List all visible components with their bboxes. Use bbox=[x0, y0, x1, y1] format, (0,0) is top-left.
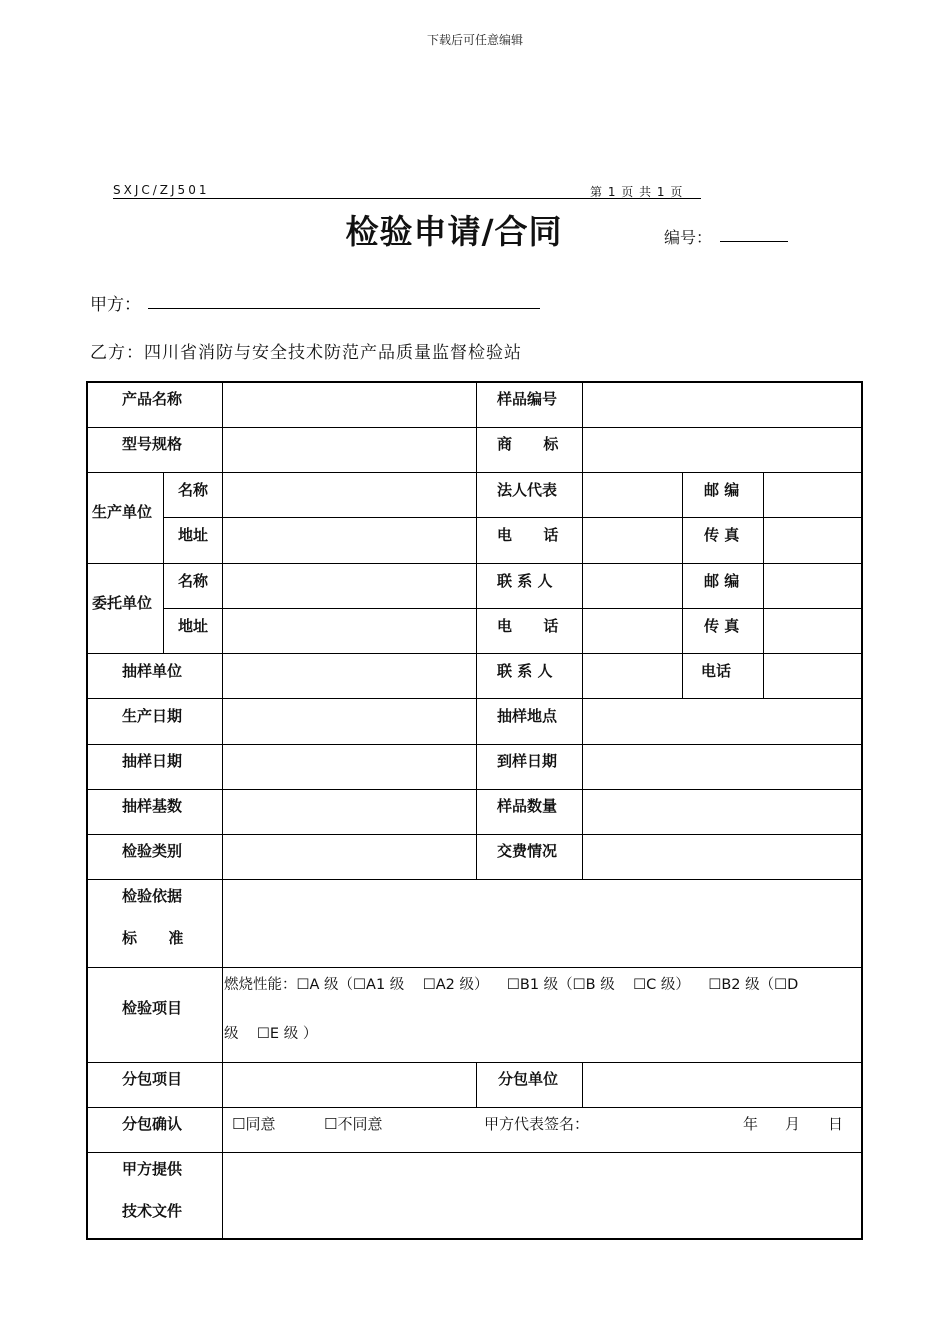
field-sampling-base[interactable] bbox=[223, 790, 476, 834]
disagree-checkbox[interactable]: ☐不同意 bbox=[324, 1115, 383, 1133]
page-info: 第 1 页 共 1 页 bbox=[590, 185, 684, 199]
field-producer-address[interactable] bbox=[223, 518, 476, 563]
field-sampling-date[interactable] bbox=[223, 745, 476, 789]
field-sampling-unit[interactable] bbox=[223, 654, 476, 698]
field-producer-postcode[interactable] bbox=[764, 473, 863, 517]
field-arrival-date[interactable] bbox=[583, 745, 863, 789]
label-basis-line2: 标 准 bbox=[122, 929, 184, 947]
label-sampling-date: 抽样日期 bbox=[122, 752, 183, 770]
label-producer-postcode: 邮 编 bbox=[704, 481, 740, 499]
label-docs-line1: 甲方提供 bbox=[122, 1160, 183, 1178]
label-producer: 生产单位 bbox=[92, 503, 153, 521]
label-sampling-contact: 联 系 人 bbox=[497, 662, 553, 680]
date-year[interactable]: 年 bbox=[743, 1115, 759, 1133]
label-sub-unit: 分包单位 bbox=[498, 1070, 559, 1088]
label-sampling-unit: 抽样单位 bbox=[122, 662, 183, 680]
document-title: 检验申请/合同 bbox=[345, 212, 563, 251]
field-payment[interactable] bbox=[583, 835, 863, 879]
field-sample-no[interactable] bbox=[583, 383, 863, 427]
party-a-signature-label: 甲方代表签名： bbox=[484, 1115, 590, 1133]
field-model-spec[interactable] bbox=[223, 428, 476, 472]
label-sampling-base: 抽样基数 bbox=[122, 797, 183, 815]
field-inspection-type[interactable] bbox=[223, 835, 476, 879]
label-model-spec: 型号规格 bbox=[122, 435, 183, 453]
label-client-name: 名称 bbox=[178, 572, 209, 590]
party-b-text: 乙方：四川省消防与安全技术防范产品质量监督检验站 bbox=[90, 343, 522, 363]
label-sub-item: 分包项目 bbox=[122, 1070, 183, 1088]
col-divider bbox=[476, 383, 477, 879]
label-client-fax: 传 真 bbox=[704, 617, 740, 635]
row-divider bbox=[88, 1107, 863, 1108]
field-client-postcode[interactable] bbox=[764, 564, 863, 608]
party-a-field[interactable] bbox=[148, 308, 540, 309]
label-client-postcode: 邮 编 bbox=[704, 572, 740, 590]
party-a-label: 甲方： bbox=[90, 295, 141, 315]
date-day[interactable]: 日 bbox=[828, 1115, 844, 1133]
label-docs-line2: 技术文件 bbox=[122, 1202, 183, 1220]
header-rule bbox=[113, 198, 701, 199]
field-producer-phone[interactable] bbox=[583, 518, 682, 563]
field-producer-name[interactable] bbox=[223, 473, 476, 517]
field-sub-item[interactable] bbox=[223, 1063, 476, 1107]
label-payment: 交费情况 bbox=[497, 842, 558, 860]
row-divider bbox=[88, 967, 863, 968]
label-arrival-date: 到样日期 bbox=[497, 752, 558, 770]
field-sample-qty[interactable] bbox=[583, 790, 863, 834]
field-basis[interactable] bbox=[223, 880, 863, 967]
col-divider bbox=[682, 472, 683, 698]
label-sampling-place: 抽样地点 bbox=[497, 707, 558, 725]
field-tech-docs[interactable] bbox=[223, 1153, 863, 1240]
field-production-date[interactable] bbox=[223, 699, 476, 744]
field-client-name[interactable] bbox=[223, 564, 476, 608]
label-client-address: 地址 bbox=[178, 617, 209, 635]
date-month[interactable]: 月 bbox=[785, 1115, 801, 1133]
field-trademark[interactable] bbox=[583, 428, 863, 472]
field-sampling-contact[interactable] bbox=[583, 654, 682, 698]
field-client-address[interactable] bbox=[223, 609, 476, 653]
field-client-phone[interactable] bbox=[583, 609, 682, 653]
label-inspection-type: 检验类别 bbox=[122, 842, 183, 860]
field-producer-fax[interactable] bbox=[764, 518, 863, 563]
application-form-table bbox=[86, 381, 863, 1240]
label-producer-fax: 传 真 bbox=[704, 526, 740, 544]
agree-checkbox[interactable]: ☐同意 bbox=[232, 1115, 276, 1133]
label-trademark: 商 标 bbox=[497, 435, 559, 453]
field-product-name[interactable] bbox=[223, 383, 476, 427]
label-inspection-items: 检验项目 bbox=[122, 999, 183, 1017]
label-producer-phone: 电 话 bbox=[497, 526, 559, 544]
number-field[interactable] bbox=[720, 241, 788, 242]
field-sampling-place[interactable] bbox=[583, 699, 863, 744]
label-client-phone: 电 话 bbox=[497, 617, 559, 635]
items-combustion-line2[interactable]: 级 ☐E 级 ） bbox=[224, 1026, 318, 1042]
label-producer-address: 地址 bbox=[178, 526, 209, 544]
field-legal-rep[interactable] bbox=[583, 473, 682, 517]
field-sampling-phone[interactable] bbox=[764, 654, 863, 698]
download-note: 下载后可任意编辑 bbox=[426, 33, 523, 47]
label-client: 委托单位 bbox=[92, 594, 153, 612]
label-client-contact: 联 系 人 bbox=[497, 572, 553, 590]
field-client-contact[interactable] bbox=[583, 564, 682, 608]
field-client-fax[interactable] bbox=[764, 609, 863, 653]
label-sample-no: 样品编号 bbox=[497, 390, 558, 408]
items-combustion-line1[interactable]: 燃烧性能：☐A 级（☐A1 级 ☐A2 级） ☐B1 级（☐B 级 ☐C 级） ☐B2 级（☐D bbox=[224, 977, 799, 993]
label-sampling-phone: 电话 bbox=[701, 662, 732, 680]
label-product-name: 产品名称 bbox=[122, 390, 183, 408]
label-legal-rep: 法人代表 bbox=[497, 481, 558, 499]
number-label: 编号： bbox=[664, 228, 713, 247]
col-divider bbox=[163, 472, 164, 653]
label-production-date: 生产日期 bbox=[122, 707, 183, 725]
col-divider bbox=[476, 1062, 477, 1107]
label-sub-confirm: 分包确认 bbox=[122, 1115, 183, 1133]
label-producer-name: 名称 bbox=[178, 481, 209, 499]
field-sub-unit[interactable] bbox=[583, 1063, 863, 1107]
label-sample-qty: 样品数量 bbox=[497, 797, 558, 815]
form-code: SXJC/ZJ501 bbox=[113, 183, 210, 197]
label-basis-line1: 检验依据 bbox=[122, 887, 183, 905]
